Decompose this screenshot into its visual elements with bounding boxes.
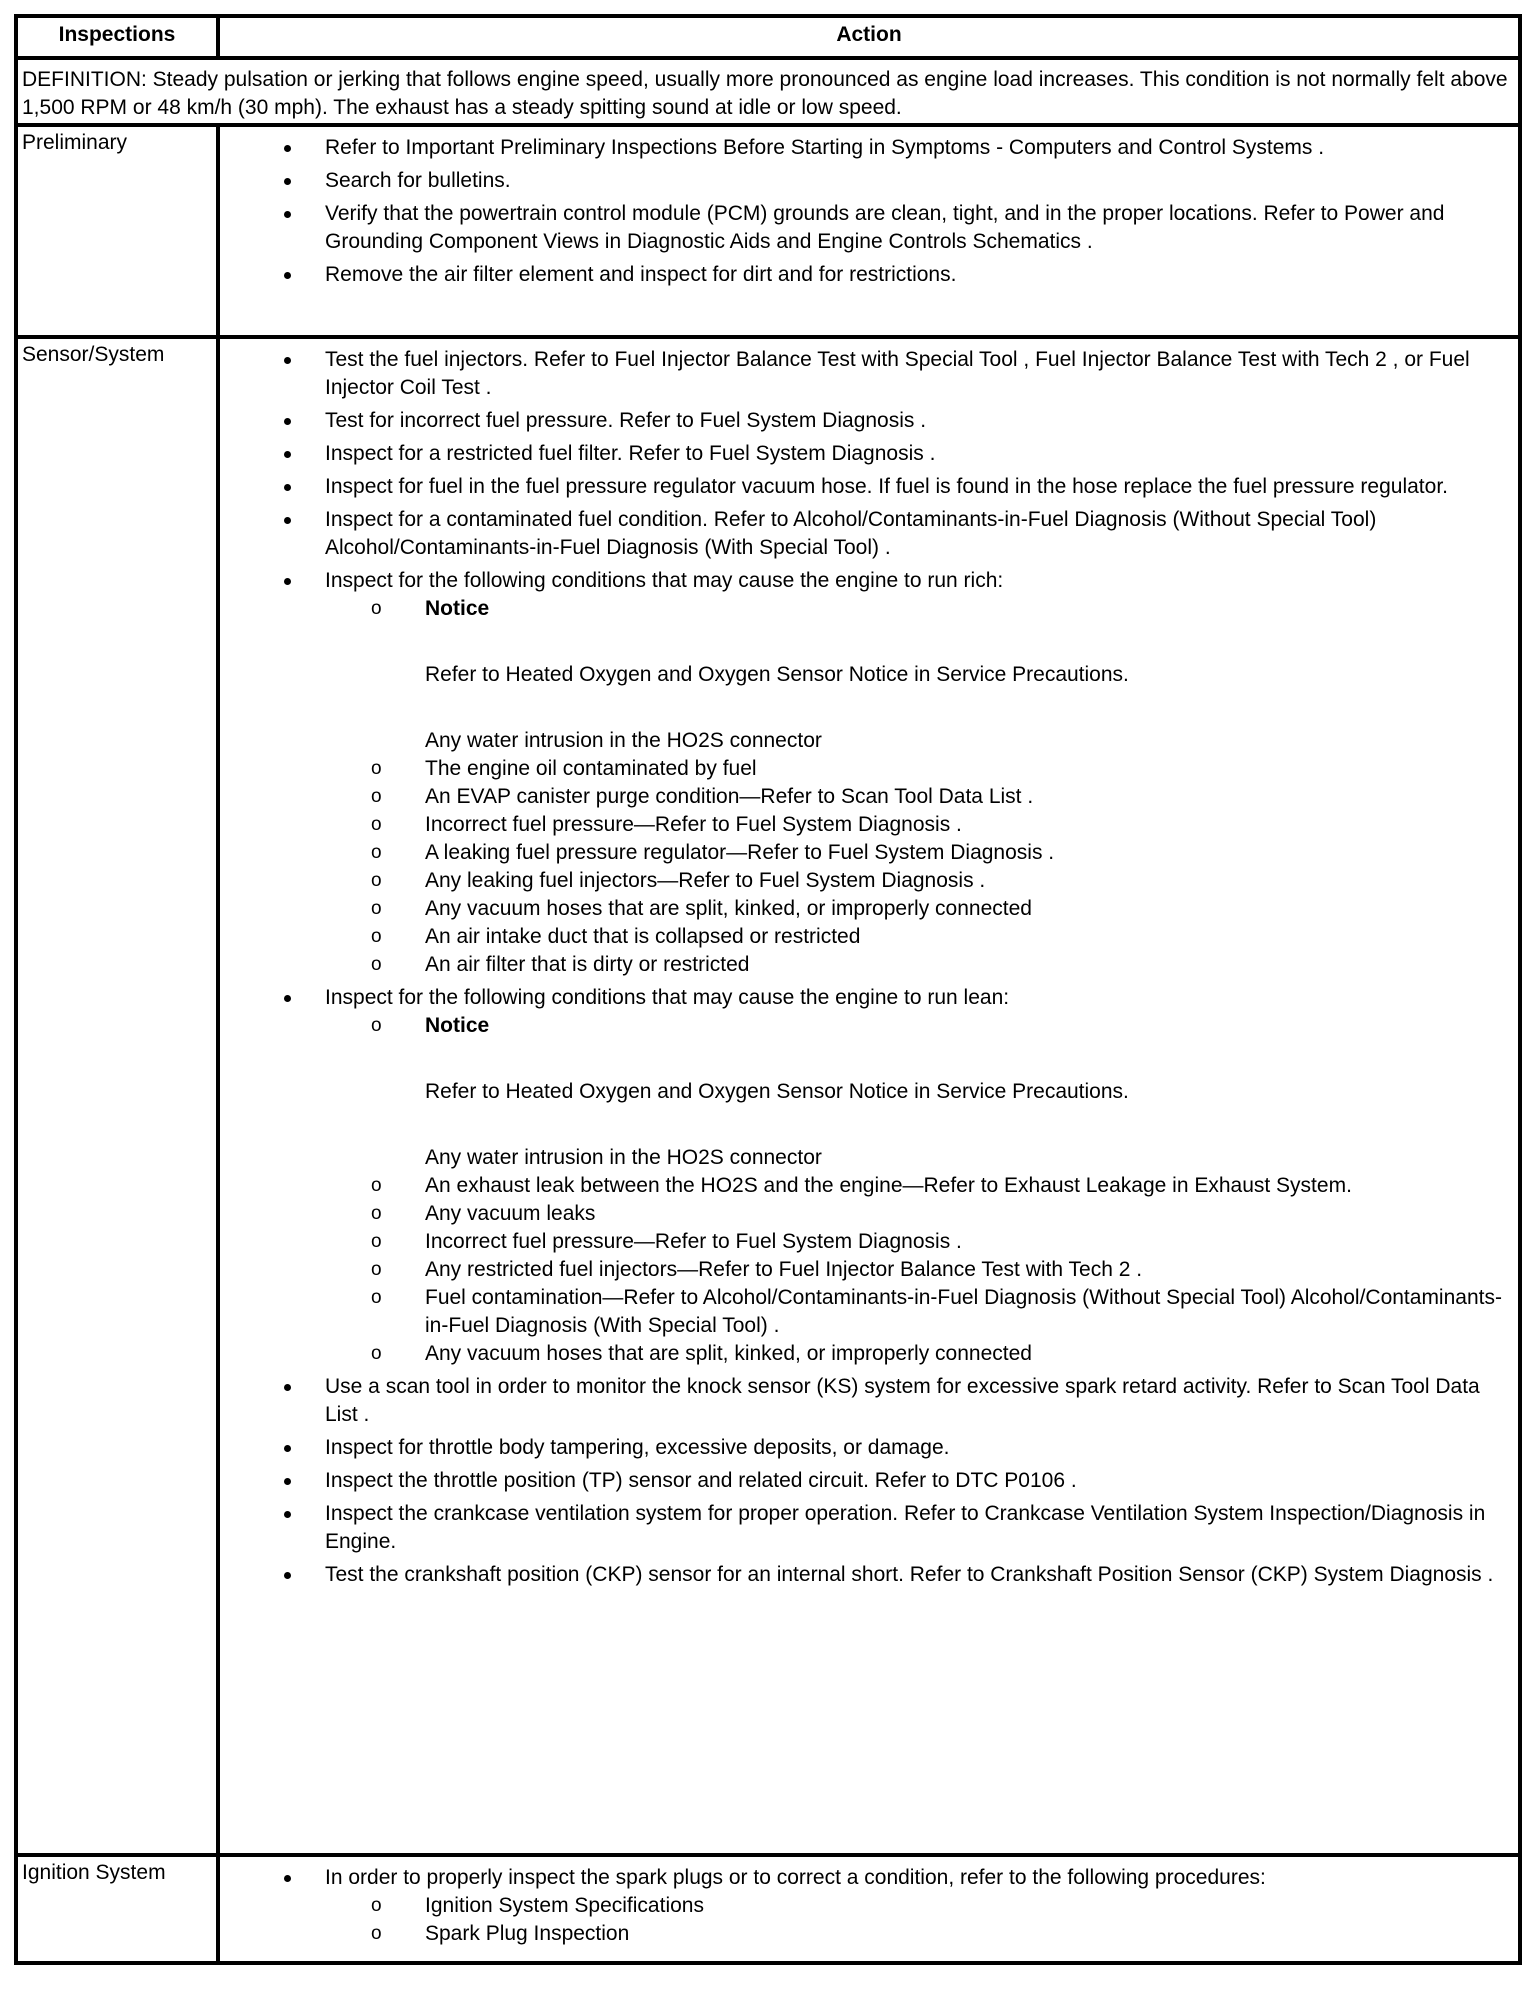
header-action: Action [836, 23, 902, 46]
hollow-bullet-icon: o [371, 1287, 382, 1308]
list-item: Inspect for a contaminated fuel condition. Refer to Alcohol/Contaminants-in-Fuel Diagnosis (Without Special Tool) Alcohol/Contaminants-in-Fuel Diagnosis (With Special Tool) . [224, 506, 1514, 562]
row-action-sensor-system [220, 339, 1518, 1853]
list-item: In order to properly inspect the spark plugs or to correct a condition, refer to the following procedures: o Ignition System Specifications o Spark Plug Inspection [224, 1864, 1514, 1948]
notice-item [371, 595, 1514, 755]
sub-list-item: o Incorrect fuel pressure—Refer to Fuel System Diagnosis . [425, 811, 1514, 839]
definition-text: DEFINITION: Steady pulsation or jerking that follows engine speed, usually more pronounced as engine load increases. This condition is not normally felt above 1,500 RPM or 48 km/h (30 mph). The exhaust has a steady spitting sound at idle or low speed. [22, 68, 1508, 119]
hollow-bullet-icon: o [371, 1175, 382, 1196]
list-item-run-rich: Inspect for the following conditions that may cause the engine to run rich: o Notice Refer to Heated Oxygen and Oxygen Sensor Notice in Service Precautions. Any water intrusion in the HO2S connector o The engine oil contaminated by fuel o An EVAP canister purge condition—Refer to Scan Tool Data List . o Incorrect fuel pressure—Refer to Fuel System Diagnosis . o A leaking fuel pressure regulator—Refer to Fuel System Diagnosis . o Any leaking fuel injectors—Refer to Fuel System Diagnosis . o Any vacuum hoses that are split, kinked, or improperly connected o An air intake duct that is collapsed or restricted o An air filter that is dirty or restricted [224, 567, 1514, 979]
list-item: Inspect for throttle body tampering, excessive deposits, or damage. [224, 1434, 1514, 1462]
notice-item [371, 1012, 1514, 1172]
hollow-bullet-icon: o [371, 842, 382, 863]
ignition-sublist [371, 1892, 1514, 1948]
sensor-system-list [224, 346, 1514, 1589]
table-row-sensor-system [18, 335, 1518, 1853]
sub-list-item: o Fuel contamination—Refer to Alcohol/Contaminants-in-Fuel Diagnosis (Without Special Tool) Alcohol/Contaminants-in-Fuel Diagnosis (With Special Tool) . [371, 1286, 1502, 1337]
header-inspections: Inspections [18, 18, 220, 56]
sub-list-item: o Incorrect fuel pressure—Refer to Fuel System Diagnosis . [425, 1228, 1514, 1256]
row-action-ignition-system [220, 1857, 1518, 1961]
hollow-bullet-icon: o [371, 954, 382, 975]
list-item: Verify that the powertrain control module (PCM) grounds are clean, tight, and in the proper locations. Refer to Power and Grounding Component Views in Diagnostic Aids and Engine Controls Schematics . [224, 200, 1514, 256]
sub-list-item: o Any restricted fuel injectors—Refer to Fuel Injector Balance Test with Tech 2 . [425, 1256, 1514, 1284]
hollow-bullet-icon: o [371, 1259, 382, 1280]
sub-list-item: o Ignition System Specifications [425, 1892, 1514, 1920]
sub-list-item: o An air intake duct that is collapsed or restricted [425, 923, 1514, 951]
row-action-preliminary [220, 127, 1518, 335]
list-item: Inspect for fuel in the fuel pressure regulator vacuum hose. If fuel is found in the hose replace the fuel pressure regulator. [224, 473, 1514, 501]
notice-title: Notice [425, 597, 490, 620]
ignition-list [224, 1864, 1514, 1948]
hollow-bullet-icon: o [371, 898, 382, 919]
list-item: Inspect for a restricted fuel filter. Refer to Fuel System Diagnosis . [224, 440, 1514, 468]
hollow-bullet-icon: o [371, 598, 382, 619]
sub-list-item: o Spark Plug Inspection [425, 1920, 1514, 1948]
hollow-bullet-icon: o [371, 786, 382, 807]
table-header-row [18, 18, 1518, 56]
hollow-bullet-icon: o [371, 1923, 382, 1944]
notice-title: Notice [425, 1014, 490, 1037]
row-label-preliminary: Preliminary [18, 127, 220, 335]
sub-list-item: o Any leaking fuel injectors—Refer to Fuel System Diagnosis . [425, 867, 1514, 895]
table-row-preliminary [18, 123, 1518, 335]
list-item: Refer to Important Preliminary Inspections Before Starting in Symptoms - Computers and Control Systems . [224, 134, 1514, 162]
lean-sublist [371, 1012, 1514, 1368]
hollow-bullet-icon: o [371, 1343, 382, 1364]
list-item: Inspect the crankcase ventilation system for proper operation. Refer to Crankcase Ventilation System Inspection/Diagnosis in Engine. [224, 1500, 1514, 1556]
hollow-bullet-icon: o [371, 758, 382, 779]
hollow-bullet-icon: o [371, 1895, 382, 1916]
sub-list-item: o Any vacuum leaks [425, 1200, 1514, 1228]
list-item: Search for bulletins. [224, 167, 1514, 195]
row-label-sensor-system: Sensor/System [18, 339, 220, 1853]
hollow-bullet-icon: o [371, 1231, 382, 1252]
list-item: Test for incorrect fuel pressure. Refer to Fuel System Diagnosis . [224, 407, 1514, 435]
list-item: Test the crankshaft position (CKP) sensor for an internal short. Refer to Crankshaft Position Sensor (CKP) System Diagnosis . [224, 1561, 1514, 1589]
preliminary-list [224, 134, 1514, 289]
definition-row [18, 56, 1518, 123]
rich-sublist [371, 595, 1514, 979]
list-item: Inspect the throttle position (TP) sensor and related circuit. Refer to DTC P0106 . [224, 1467, 1514, 1495]
list-item: Use a scan tool in order to monitor the knock sensor (KS) system for excessive spark retard activity. Refer to Scan Tool Data List . [224, 1373, 1514, 1429]
sub-list-item: o An EVAP canister purge condition—Refer to Scan Tool Data List . [425, 783, 1514, 811]
list-item-run-lean: Inspect for the following conditions that may cause the engine to run lean: o Notice Refer to Heated Oxygen and Oxygen Sensor Notice in Service Precautions. Any water intrusion in the HO2S connector o An exhaust leak between the HO2S and the engine—Refer to Exhaust Leakage in Exhaust System. o Any vacuum leaks o Incorrect fuel pressure—Refer to Fuel System Diagnosis . o Any restricted fuel injectors—Refer to Fuel Injector Balance Test with Tech 2 . o Fuel contamination—Refer to Alcohol/Contaminants-in-Fuel Diagnosis (Without Special Tool) Alcohol/Contaminants-in-Fuel Diagnosis (With Special Tool) . o Any vacuum hoses that are split, kinked, or improperly connected [224, 984, 1514, 1368]
sub-list-item: o An air filter that is dirty or restricted [425, 951, 1514, 979]
table-row-ignition-system [18, 1853, 1518, 1961]
notice-item-text: Any water intrusion in the HO2S connector [425, 1146, 822, 1169]
sub-list-item: o An exhaust leak between the HO2S and the engine—Refer to Exhaust Leakage in Exhaust System. [425, 1172, 1514, 1200]
sub-list-item: o The engine oil contaminated by fuel [425, 755, 1514, 783]
hollow-bullet-icon: o [371, 1203, 382, 1224]
hollow-bullet-icon: o [371, 814, 382, 835]
hollow-bullet-icon: o [371, 870, 382, 891]
list-item: Test the fuel injectors. Refer to Fuel Injector Balance Test with Special Tool , Fuel Injector Balance Test with Tech 2 , or Fuel Injector Coil Test . [224, 346, 1514, 402]
sub-list-item: o Any vacuum hoses that are split, kinked, or improperly connected [425, 895, 1514, 923]
hollow-bullet-icon: o [371, 926, 382, 947]
sub-list-item: o A leaking fuel pressure regulator—Refer to Fuel System Diagnosis . [425, 839, 1514, 867]
notice-item-text: Any water intrusion in the HO2S connector [425, 729, 822, 752]
hollow-bullet-icon: o [371, 1015, 382, 1036]
row-label-ignition-system: Ignition System [18, 1857, 220, 1961]
list-item: Remove the air filter element and inspect for dirt and for restrictions. [224, 261, 1514, 289]
notice-text: Refer to Heated Oxygen and Oxygen Sensor Notice in Service Precautions. [425, 663, 1129, 686]
diagnostic-table [14, 14, 1522, 1965]
sub-list-item: o Any vacuum hoses that are split, kinked, or improperly connected [425, 1340, 1514, 1368]
notice-text: Refer to Heated Oxygen and Oxygen Sensor Notice in Service Precautions. [425, 1080, 1129, 1103]
